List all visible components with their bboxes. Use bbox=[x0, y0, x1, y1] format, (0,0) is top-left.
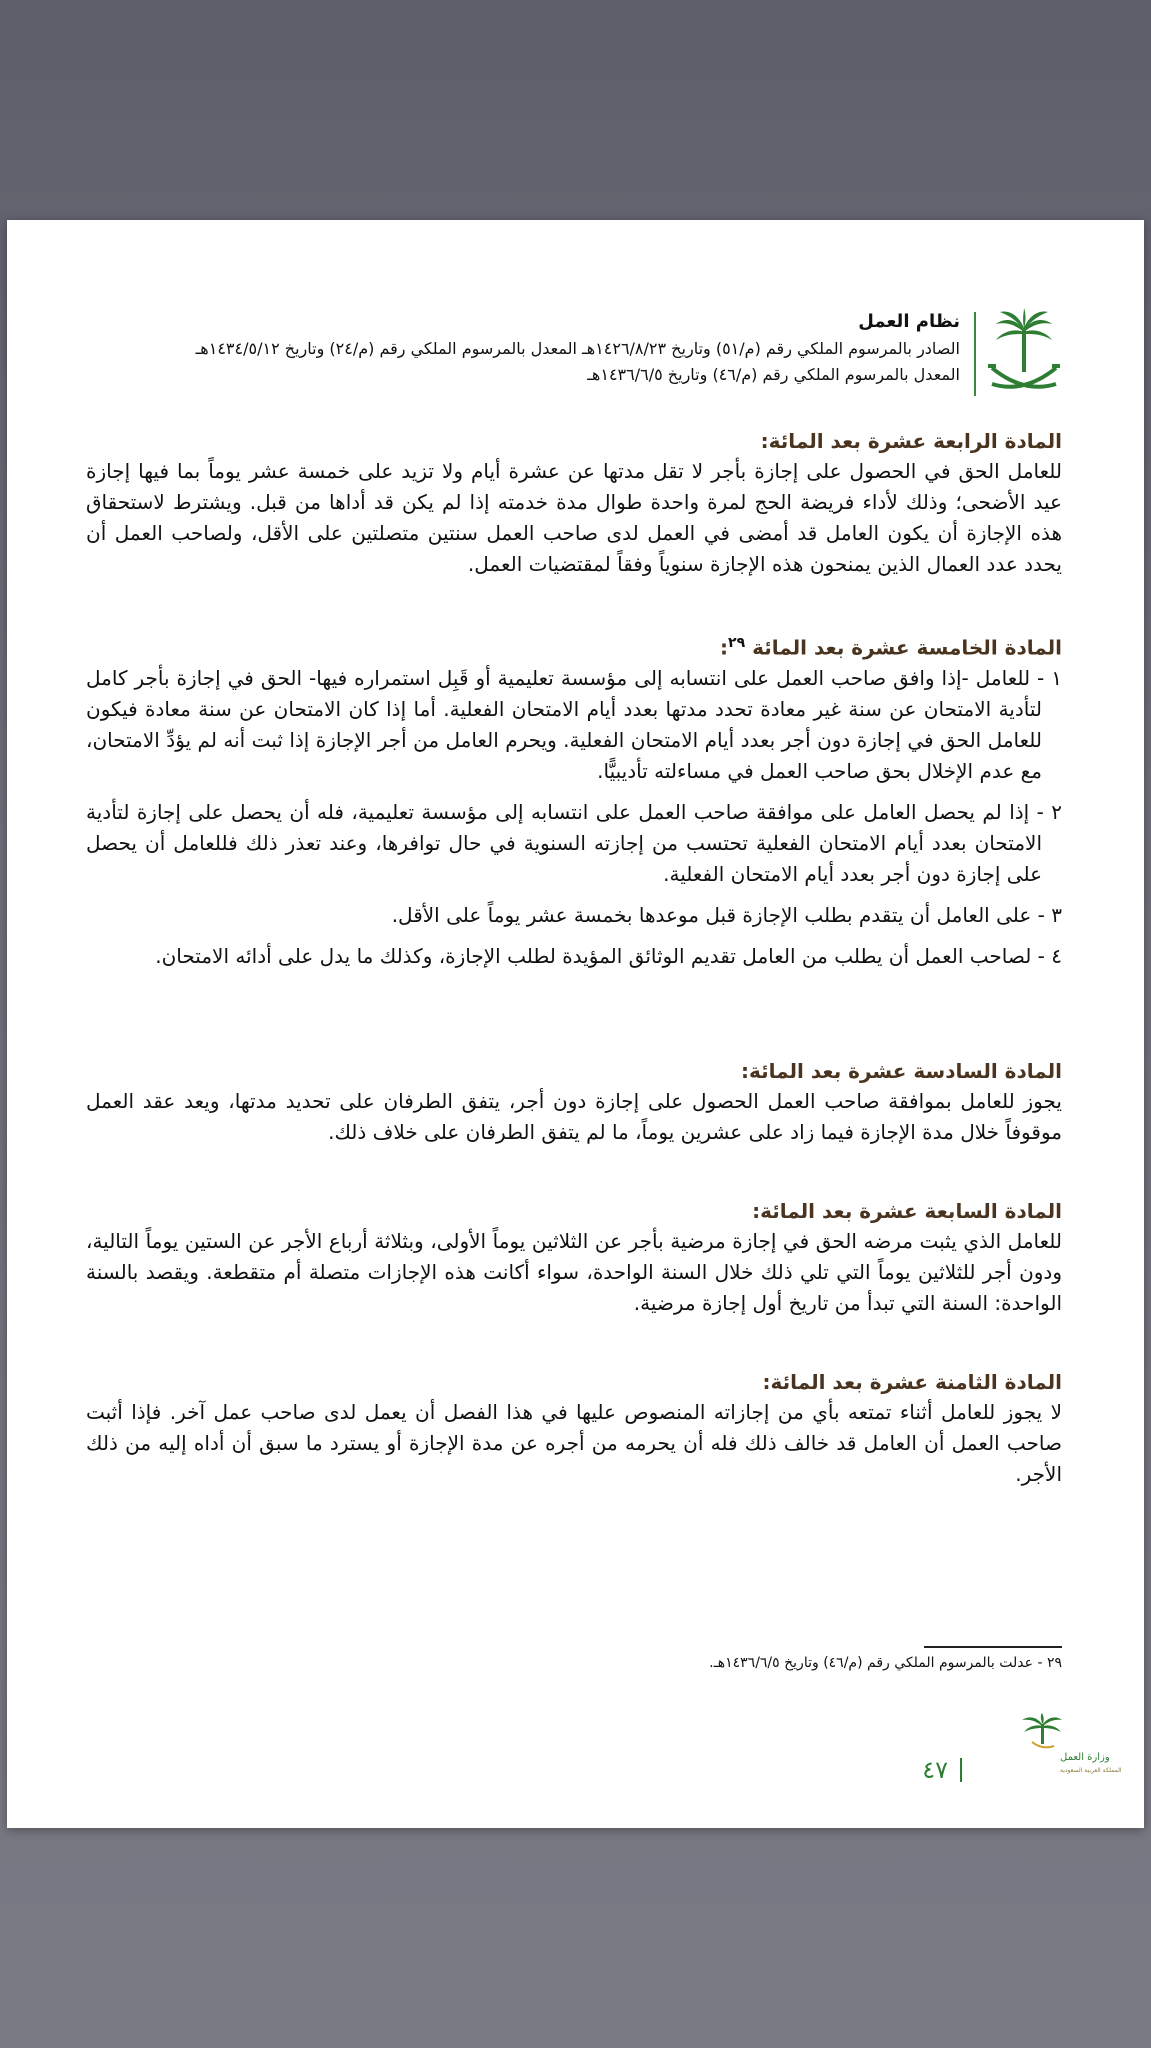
article-114-title: المادة الرابعة عشرة بعد المائة: bbox=[760, 429, 1062, 453]
article-117-title: المادة السابعة عشرة بعد المائة: bbox=[752, 1198, 1062, 1223]
article-117-body: للعامل الذي يثبت مرضه الحق في إجازة مرضية بأجر عن الثلاثين يوماً الأولى، وبثلاثة أرباع الأجر عن الستين يوماً التالية، ودون أجر للثلاثين يوماً التي تلي ذلك خلال السنة الواحدة، سواء أكانت هذه الإجازات متصلة أم متقطعة. ويقصد بالسنة الواحدة: السنة التي تبدأ من تاريخ أول إجازة مرضية. bbox=[86, 1228, 1062, 1315]
ministry-of-labor-logo-icon bbox=[972, 1714, 1122, 1776]
article-115-title-colon: : bbox=[720, 635, 729, 660]
ministry-subtitle: المملكة العربية السعودية bbox=[1060, 1767, 1122, 1774]
saudi-emblem-icon bbox=[986, 308, 1062, 400]
article-118-body: لا يجوز للعامل أثناء تمتعه بأي من إجازاته المنصوص عليها في هذا الفصل أن يعمل لدى صاحب عمل آخر. فإذا أثبت صاحب العمل أن العامل قد خالف ذلك فله أن يحرمه من أجره عن مدة الإجازة أو يسترد ما سبق أن أداه إليه من ذلك الأجر. bbox=[86, 1399, 1062, 1486]
spacer bbox=[86, 580, 1062, 628]
spacer bbox=[86, 1319, 1062, 1367]
article-115-title-text: المادة الخامسة عشرة بعد المائة bbox=[752, 635, 1062, 660]
article-116-body: يجوز للعامل بموافقة صاحب العمل الحصول على إجازة دون أجر، يتفق الطرفان على تحديد مدتها، ويعد عقد العمل موقوفاً خلال مدة الإجازة فيما زاد على عشرين يوماً، ما لم يتفق الطرفان على خلاف ذلك. bbox=[86, 1088, 1062, 1144]
decree-line-2: المعدل بالمرسوم الملكي رقم (م/٤٦) وتاريخ ١٤٣٦/٦/٥هـ bbox=[587, 365, 960, 384]
decree-line-1: الصادر بالمرسوم الملكي رقم (م/٥١) وتاريخ ١٤٢٦/٨/٢٣هـ المعدل بالمرسوم الملكي رقم (م/٢٤) وتاريخ ١٤٣٤/٥/١٢هـ bbox=[195, 339, 960, 358]
article-115-item-4: ٤ - لصاحب العمل أن يطلب من العامل تقديم الوثائق المؤيدة لطلب الإجازة، وكذلك ما يدل على أدائه الامتحان. bbox=[155, 943, 1062, 968]
header-text-block bbox=[196, 308, 960, 388]
document-title: نظام العمل bbox=[858, 311, 960, 332]
footnote-rule bbox=[924, 1646, 1062, 1648]
footer-divider bbox=[960, 1758, 962, 1782]
spacer bbox=[86, 982, 1062, 1056]
spacer bbox=[86, 1148, 1062, 1196]
header-divider bbox=[974, 312, 976, 396]
footnote-29: ٢٩ - عدلت بالمرسوم الملكي رقم (م/٤٦) وتاريخ ١٤٣٦/٦/٥هـ. bbox=[709, 1655, 1062, 1671]
article-118-title: المادة الثامنة عشرة بعد المائة: bbox=[762, 1369, 1062, 1394]
article-115-item-3: ٣ - على العامل أن يتقدم بطلب الإجازة قبل موعدها بخمسة عشر يوماً على الأقل. bbox=[391, 902, 1062, 927]
document-body bbox=[86, 426, 1062, 1490]
document-header bbox=[62, 308, 1062, 400]
article-115-item-2: ٢ - إذا لم يحصل العامل على موافقة صاحب العمل على انتسابه إلى مؤسسة تعليمية، فله أن يحصل على إجازة لتأدية الامتحان بعدد أيام الامتحان الفعلية تحتسب من إجازته السنوية في حال توافرها، وعند تعذر ذلك فللعامل أن يحصل على إجازة دون أجر بعدد أيام الامتحان الفعلية. bbox=[86, 799, 1062, 886]
ministry-name: وزارة العمل bbox=[1060, 1752, 1110, 1763]
document-page bbox=[7, 220, 1144, 1828]
footnote-reference[interactable]: ٢٩ bbox=[728, 635, 746, 651]
article-114-body: للعامل الحق في الحصول على إجازة بأجر لا تقل مدتها عن عشرة أيام ولا تزيد على خمسة عشر يوماً بما فيها إجازة عيد الأضحى؛ وذلك لأداء فريضة الحج لمرة واحدة طوال مدة خدمته إذا لم يكن قد أداها من قبل. ويشترط لاستحقاق هذه الإجازة أن يكون العامل قد أمضى في العمل لدى صاحب العمل سنتين متصلتين على الأقل، ولصاحب العمل أن يحدد عدد العمال الذين يمنحون هذه الإجازة سنوياً وفقاً لمقتضيات العمل. bbox=[86, 459, 1062, 576]
page-number: ٤٧ bbox=[922, 1756, 948, 1784]
article-115-title bbox=[86, 628, 1062, 663]
article-115-item-1: ١ - للعامل -إذا وافق صاحب العمل على انتسابه إلى مؤسسة تعليمية أو قَبِل استمراره فيها- الحق في إجازة بأجر كامل لتأدية الامتحان عن سنة غير معادة تحدد مدتها بعدد أيام الامتحان الفعلية. أما إذا كان الامتحان عن سنة معادة فيكون للعامل الحق في إجازة دون أجر بعدد أيام الامتحان الفعلية. ويحرم العامل من أجر الإجازة إذا ثبت أنه لم يؤدِّ الامتحان، مع عدم الإخلال بحق صاحب العمل في مساءلته تأديبيًّا. bbox=[86, 665, 1062, 783]
article-116-title: المادة السادسة عشرة بعد المائة: bbox=[740, 1058, 1062, 1083]
